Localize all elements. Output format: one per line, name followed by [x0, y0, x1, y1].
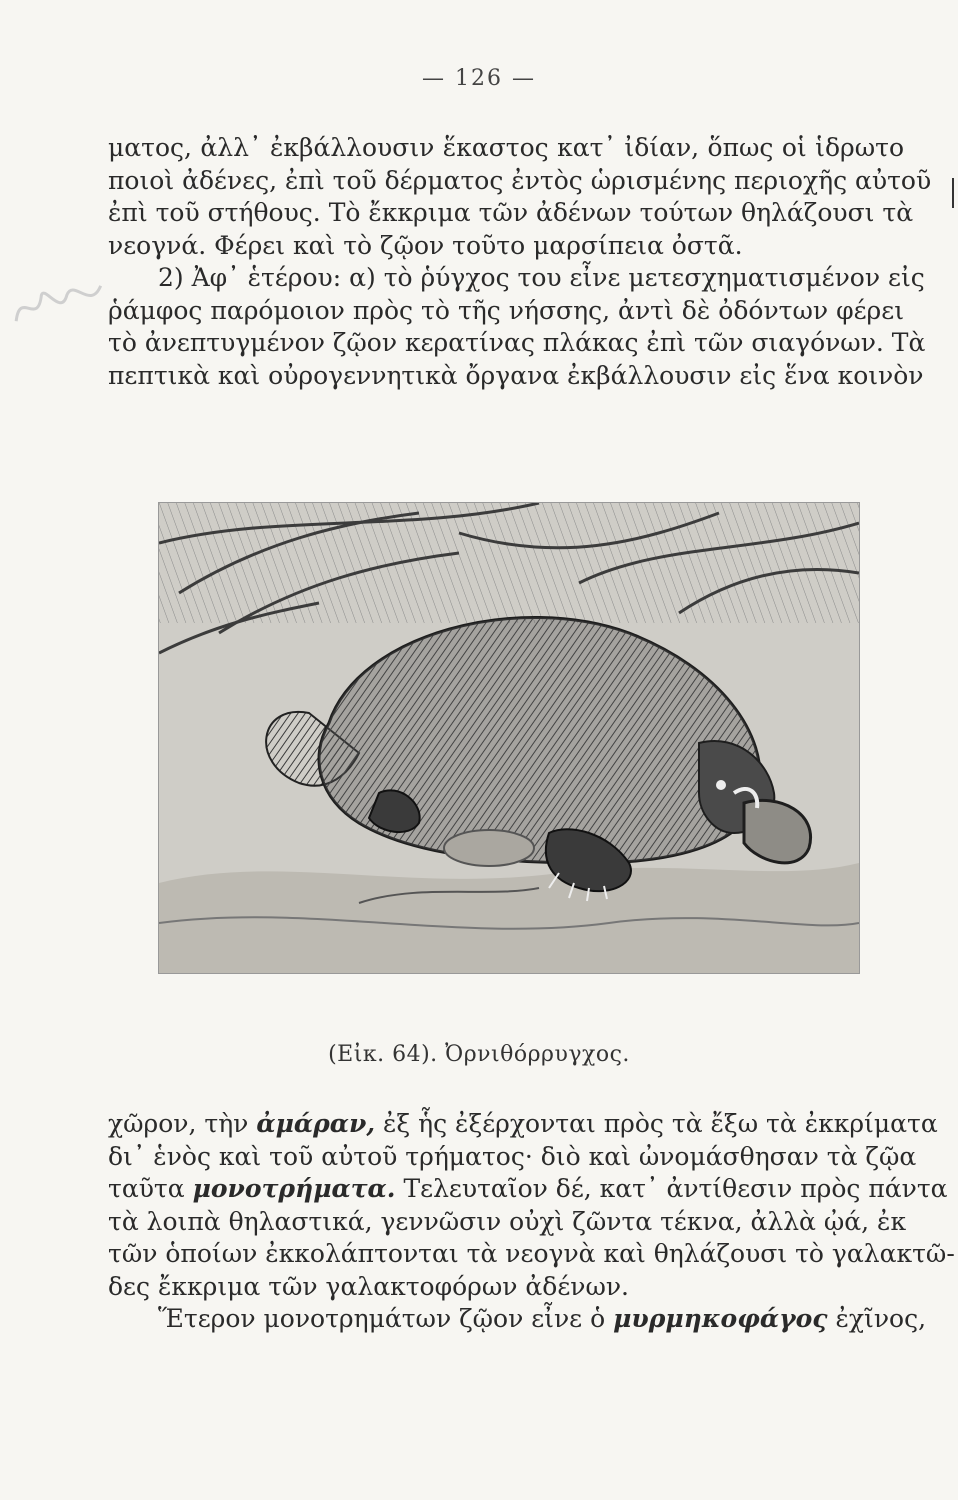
text-run: Ἕτερον μονοτρημάτων ζῷον εἶνε ὁ — [158, 1304, 614, 1333]
edge-mark — [952, 178, 954, 208]
figure-caption: (Εἰκ. 64). Ὀρνιθόρρυγχος. — [328, 1042, 630, 1067]
bottom-paragraph — [108, 1108, 955, 1336]
text-line: δες ἔκκριμα τῶν γαλακτοφόρων ἀδένων. — [108, 1271, 630, 1301]
text-line: 2) Ἀφ᾽ ἑτέρου: α) τὸ ῥύγχος του εἶνε μετεσχηματισμένον εἰς — [158, 263, 925, 292]
text-line: τὸ ἀνεπτυγμένον ζῷον κερατίνας πλάκας ἐπὶ τῶν σιαγόνων. Τὰ — [108, 328, 926, 357]
platypus-illustration — [158, 502, 860, 974]
text-line: νεογνά. Φέρει καὶ τὸ ζῷον τοῦτο μαρσίπεια ὀστᾶ. — [108, 230, 743, 260]
text-line: ἐπὶ τοῦ στήθους. Τὸ ἔκκριμα τῶν ἀδένων τούτων θηλάζουσι τὰ — [108, 198, 914, 227]
text-line: πεπτικὰ καὶ οὐρογεννητικὰ ὄργανα ἐκβάλλουσιν εἰς ἕνα κοινὸν — [108, 360, 924, 390]
page-number: — 126 — — [422, 66, 536, 91]
text-run: ἐξ ἧς ἐξέρχονται πρὸς τὰ ἔξω τὰ ἐκκρίματα — [375, 1109, 938, 1138]
term-myrmekophagos: μυρμηκοφάγος — [613, 1304, 828, 1333]
text-run: ταῦτα — [108, 1174, 193, 1203]
text-run: Τελευταῖον δέ, κατ᾽ ἀντίθεσιν πρὸς πάντα — [395, 1174, 948, 1203]
term-amara: ἀμάραν, — [256, 1109, 376, 1138]
text-line: τῶν ὁποίων ἐκκολάπτονται τὰ νεογνὰ καὶ θηλάζουσι τὸ γαλακτῶ- — [108, 1239, 955, 1268]
faint-handwritten-mark — [4, 265, 122, 337]
text-line — [108, 1173, 948, 1206]
text-line: ῥάμφος παρόμοιον πρὸς τὸ τῆς νήσσης, ἀντὶ δὲ ὀδόντων φέρει — [108, 295, 904, 325]
text-run: ἐχῖνος, — [827, 1304, 927, 1333]
text-line: δι᾽ ἑνὸς καὶ τοῦ αὐτοῦ τρήματος· διὸ καὶ ὠνομάσθησαν τὰ ζῷα — [108, 1141, 917, 1171]
top-paragraph — [108, 132, 932, 392]
platypus-engraving-icon — [159, 503, 859, 973]
text-line: ποιοὶ ἀδένες, ἐπὶ τοῦ δέρματος ἐντὸς ὡρισμένης περιοχῆς αὐτοῦ — [108, 165, 932, 195]
text-line: ματος, ἀλλ᾽ ἐκβάλλουσιν ἕκαστος κατ᾽ ἰδίαν, ὅπως οἱ ἱδρωτο — [108, 133, 904, 162]
text-run: χῶρον, τὴν — [108, 1109, 257, 1138]
text-line — [108, 1108, 938, 1141]
text-line: τὰ λοιπὰ θηλαστικά, γεννῶσιν οὐχὶ ζῶντα τέκνα, ἀλλὰ ᾠά, ἐκ — [108, 1206, 907, 1236]
term-monotremata: μονοτρήματα. — [192, 1174, 396, 1203]
text-line — [108, 1303, 927, 1336]
